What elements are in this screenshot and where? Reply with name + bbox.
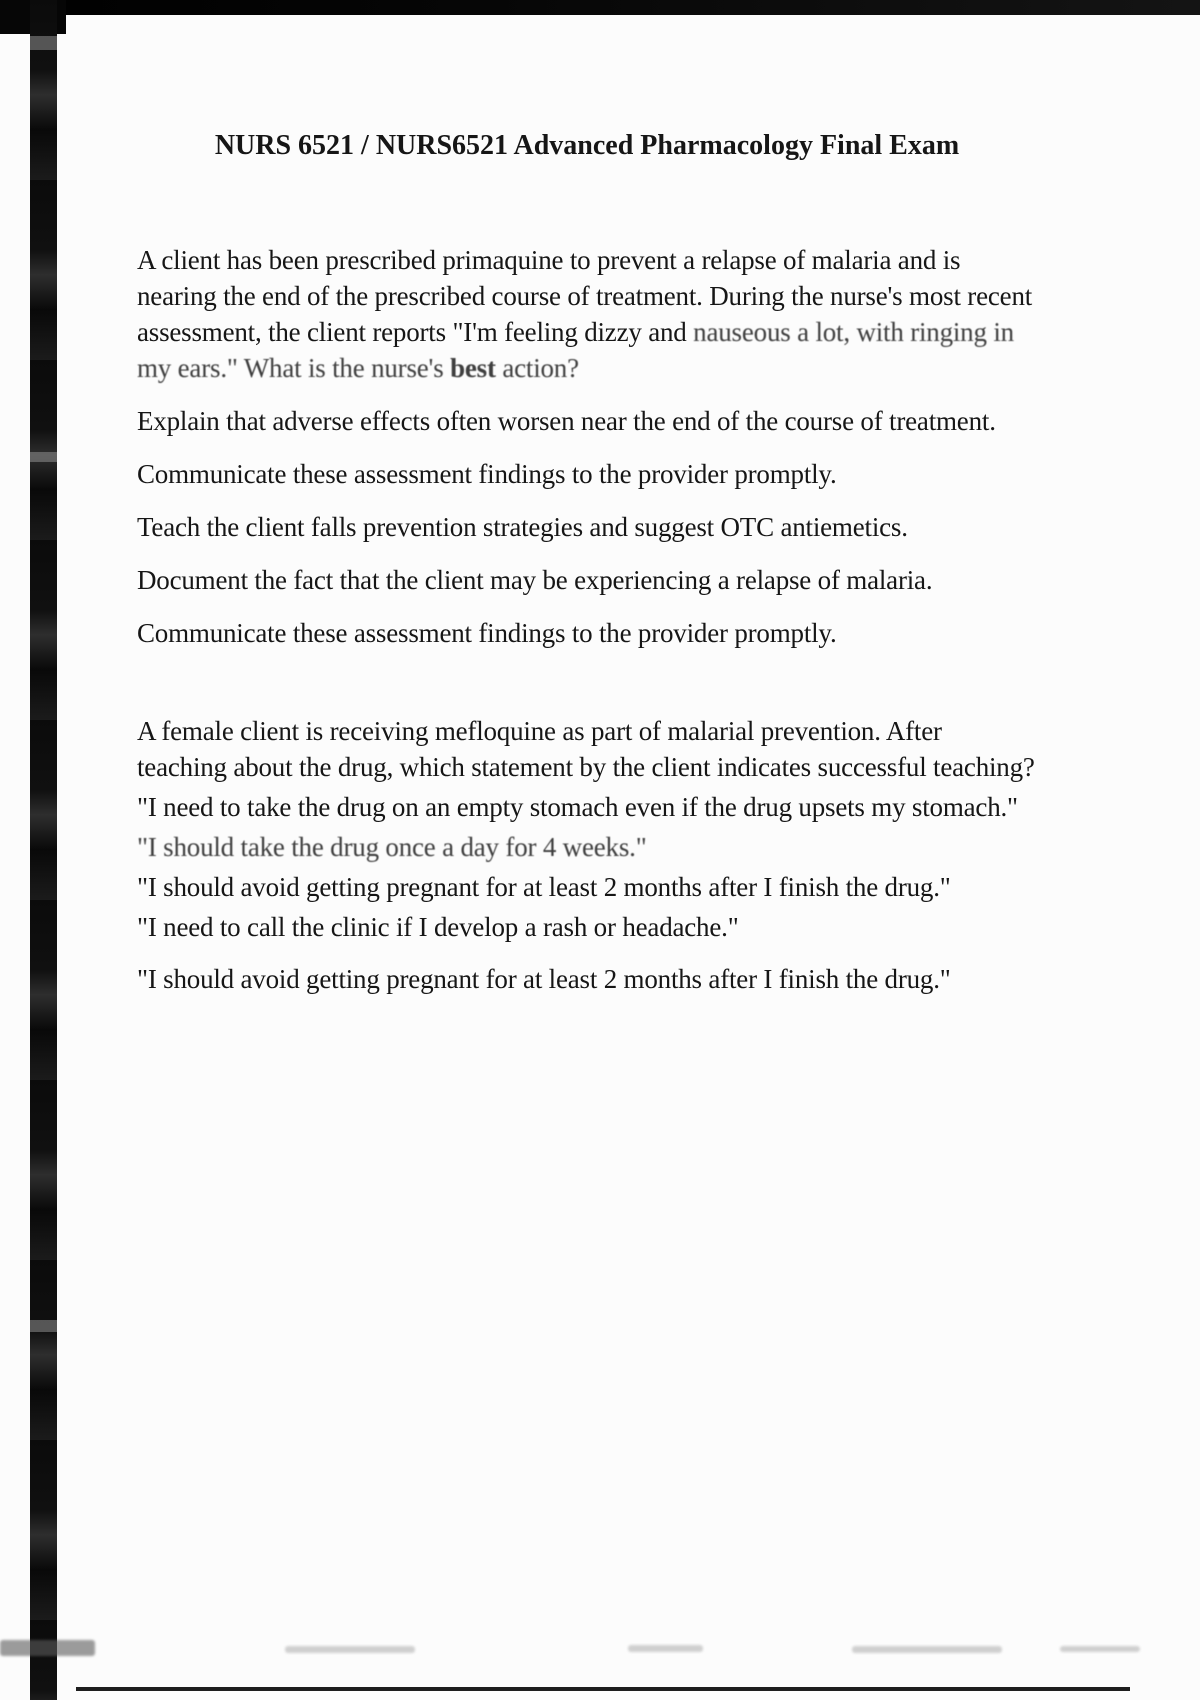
question-2-option-2: "I should take the drug once a day for 4 weeks." [137, 832, 647, 862]
scan-edge-top [0, 0, 1200, 15]
question-1 [137, 242, 1037, 651]
question-2-option-3: "I should avoid getting pregnant for at least 2 months after I finish the drug." [137, 872, 951, 902]
question-2-option-1: "I need to take the drug on an empty stomach even if the drug upsets my stomach." [137, 792, 1018, 822]
scan-smudge [1060, 1646, 1140, 1652]
scan-edge-notch [30, 36, 57, 50]
question-1-stem-text-faded: nauseous a lot, with ringing in my ears." What is the nurse's [137, 317, 1014, 383]
scan-smudge [628, 1645, 703, 1652]
scan-edge-left [30, 0, 57, 1700]
scan-edge-notch [30, 1320, 57, 1332]
exam-title: NURS 6521 / NURS6521 Advanced Pharmacology Final Exam [214, 130, 960, 161]
question-1-stem [137, 242, 1037, 386]
question-1-option-3: Teach the client falls prevention strategies and suggest OTC antiemetics. [137, 512, 908, 542]
question-1-option-1: Explain that adverse effects often worsen near the end of the course of treatment. [137, 406, 996, 436]
question-2-answer: "I should avoid getting pregnant for at least 2 months after I finish the drug." [137, 964, 951, 994]
question-1-answer: Communicate these assessment findings to the provider promptly. [137, 618, 837, 648]
question-1-stem-bold-word: best [450, 353, 496, 383]
question-2-stem: A female client is receiving mefloquine as part of malarial prevention. After teaching about the drug, which statement by the client indicates successful teaching? [137, 716, 1035, 782]
bottom-rule [76, 1687, 1130, 1691]
scan-edge-notch [30, 452, 57, 462]
question-1-stem-tail: action? [495, 353, 579, 383]
question-2-option-4: "I need to call the clinic if I develop a rash or headache." [137, 912, 739, 942]
scan-smudge [0, 1640, 95, 1656]
question-1-stem-text: A client has been prescribed primaquine to prevent a relapse of malaria and is nearing the end of the prescribed course of treatment. During the nurse's most recent assessment, the client reports "I'm feeling dizzy and [137, 245, 1033, 347]
document-content [137, 128, 1037, 997]
scan-smudge [285, 1646, 415, 1653]
question-2 [137, 713, 1037, 997]
scan-smudge [852, 1646, 1002, 1653]
question-1-option-4: Document the fact that the client may be experiencing a relapse of malaria. [137, 565, 933, 595]
question-1-option-2: Communicate these assessment findings to the provider promptly. [137, 459, 837, 489]
